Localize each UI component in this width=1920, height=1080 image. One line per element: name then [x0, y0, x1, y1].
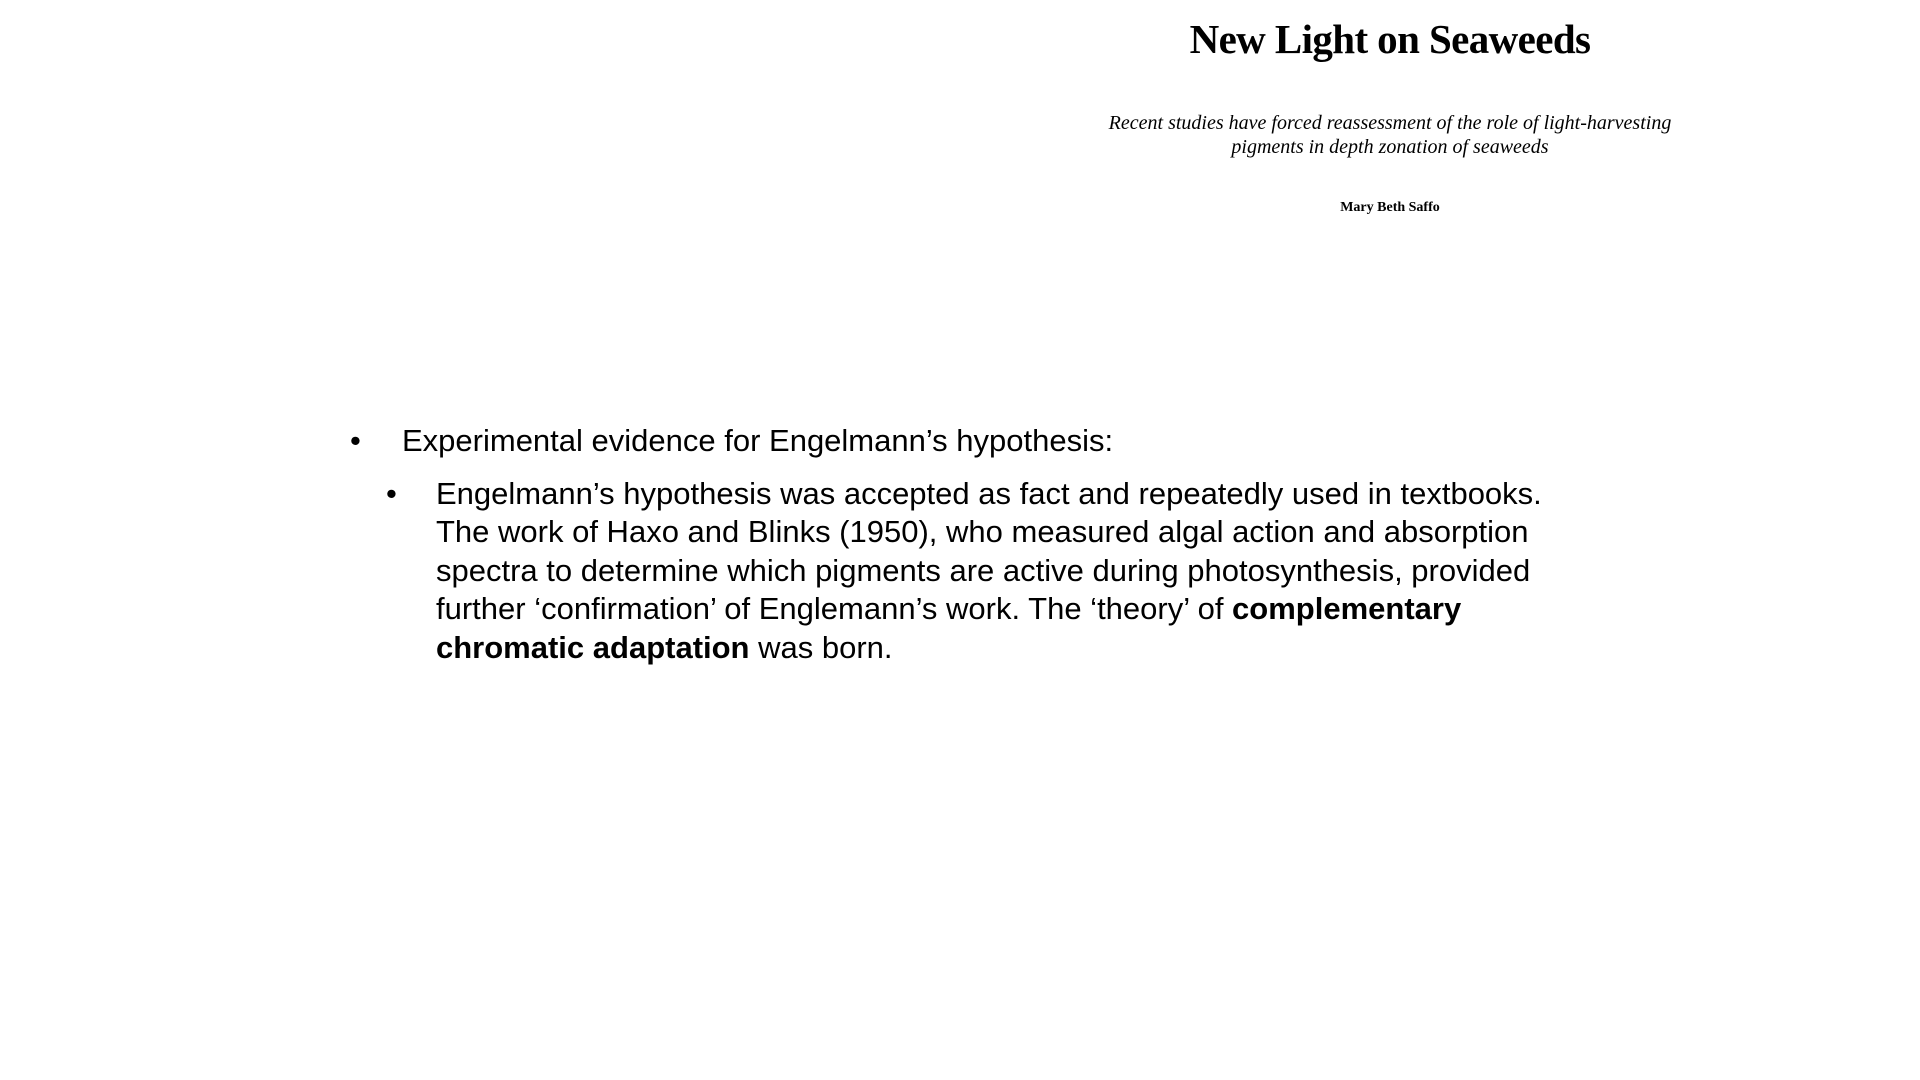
bullet-text-end: was born.	[749, 629, 893, 665]
bullet-item-level1	[350, 422, 1600, 461]
article-header-image	[1100, 0, 1680, 217]
article-title: New Light on Seaweeds	[1189, 16, 1591, 62]
bullet-text: Engelmann’s hypothesis was accepted as fact and repeatedly used in textbooks. The work of Haxo and Blinks (1950), who measured algal action and absorption spectra to determine which pigments are active during photosynthesis, provided further ‘confirmation’ of Englemann’s work. The ‘theory’ of	[436, 475, 1542, 626]
bullet-marker: •	[350, 423, 361, 458]
article-author: Mary Beth Saffo	[1340, 200, 1440, 215]
bullet-list	[350, 422, 1600, 667]
bullet-text: Experimental evidence for Engelmann’s hypothesis:	[402, 423, 1114, 458]
article-subtitle: Recent studies have forced reassessment of the role of light-harvesting pigments in depth zonation of seaweeds	[1108, 112, 1672, 158]
bullet-item-level2	[386, 475, 1576, 668]
bullet-marker: •	[386, 475, 397, 511]
bullet-bold-term: complementary chromatic adaptation	[436, 591, 1462, 665]
